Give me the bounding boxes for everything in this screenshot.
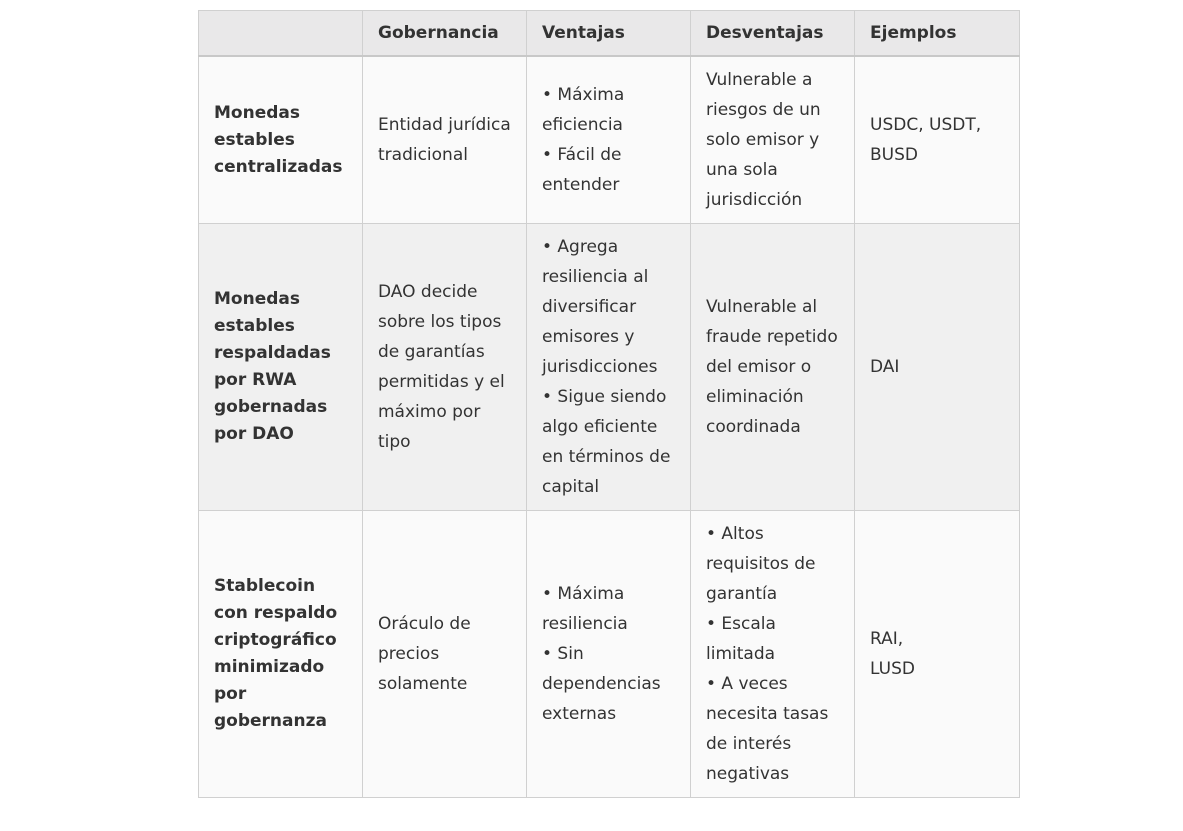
gobernancia-cell: DAO decide sobre los tipos de garantías permitidas y el máximo por tipo [363, 224, 527, 511]
table-row [199, 56, 1020, 224]
table-header-row [199, 11, 1020, 57]
ventajas-cell [527, 224, 691, 511]
ventaja-item: • Sigue siendo algo eficiente en términos de capital [542, 387, 671, 497]
row-heading: Monedas estables respaldadas por RWA gobernadas por DAO [199, 224, 363, 511]
ventaja-item: • Sin dependencias externas [542, 644, 661, 724]
ejemplos-cell: DAI [855, 224, 1020, 511]
desventaja-item: Vulnerable a riesgos de un solo emisor y una sola jurisdicción [706, 70, 821, 210]
gobernancia-cell: Oráculo de precios solamente [363, 511, 527, 798]
header-cell-gobernancia: Gobernancia [363, 11, 527, 57]
desventaja-item: • Escala limitada [706, 614, 776, 664]
row-heading: Stablecoin con respaldo criptográfico minimizado por gobernanza [199, 511, 363, 798]
stablecoin-comparison-table [198, 10, 1020, 798]
ejemplos-cell: USDC, USDT, BUSD [855, 56, 1020, 224]
header-cell-desventajas: Desventajas [691, 11, 855, 57]
ventaja-item: • Máxima resiliencia [542, 584, 628, 634]
ejemplos-cell: RAI, LUSD [855, 511, 1020, 798]
header-cell-ejemplos: Ejemplos [855, 11, 1020, 57]
desventajas-cell [691, 511, 855, 798]
header-cell-ventajas: Ventajas [527, 11, 691, 57]
row-heading: Monedas estables centralizadas [199, 56, 363, 224]
desventajas-cell [691, 56, 855, 224]
ventajas-cell [527, 511, 691, 798]
desventaja-item: Vulnerable al fraude repetido del emisor o eliminación coordinada [706, 297, 838, 437]
ventajas-cell [527, 56, 691, 224]
gobernancia-cell: Entidad jurídica tradicional [363, 56, 527, 224]
ventaja-item: • Máxima eficiencia [542, 85, 625, 135]
desventaja-item: • A veces necesita tasas de interés negativas [706, 674, 829, 784]
stablecoin-comparison-table-container [198, 10, 1019, 798]
desventajas-cell [691, 224, 855, 511]
table-row [199, 224, 1020, 511]
ventaja-item: • Fácil de entender [542, 145, 622, 195]
table-row [199, 511, 1020, 798]
ventaja-item: • Agrega resiliencia al diversificar emisores y jurisdicciones [542, 237, 658, 377]
desventaja-item: • Altos requisitos de garantía [706, 524, 816, 604]
header-cell-empty [199, 11, 363, 57]
